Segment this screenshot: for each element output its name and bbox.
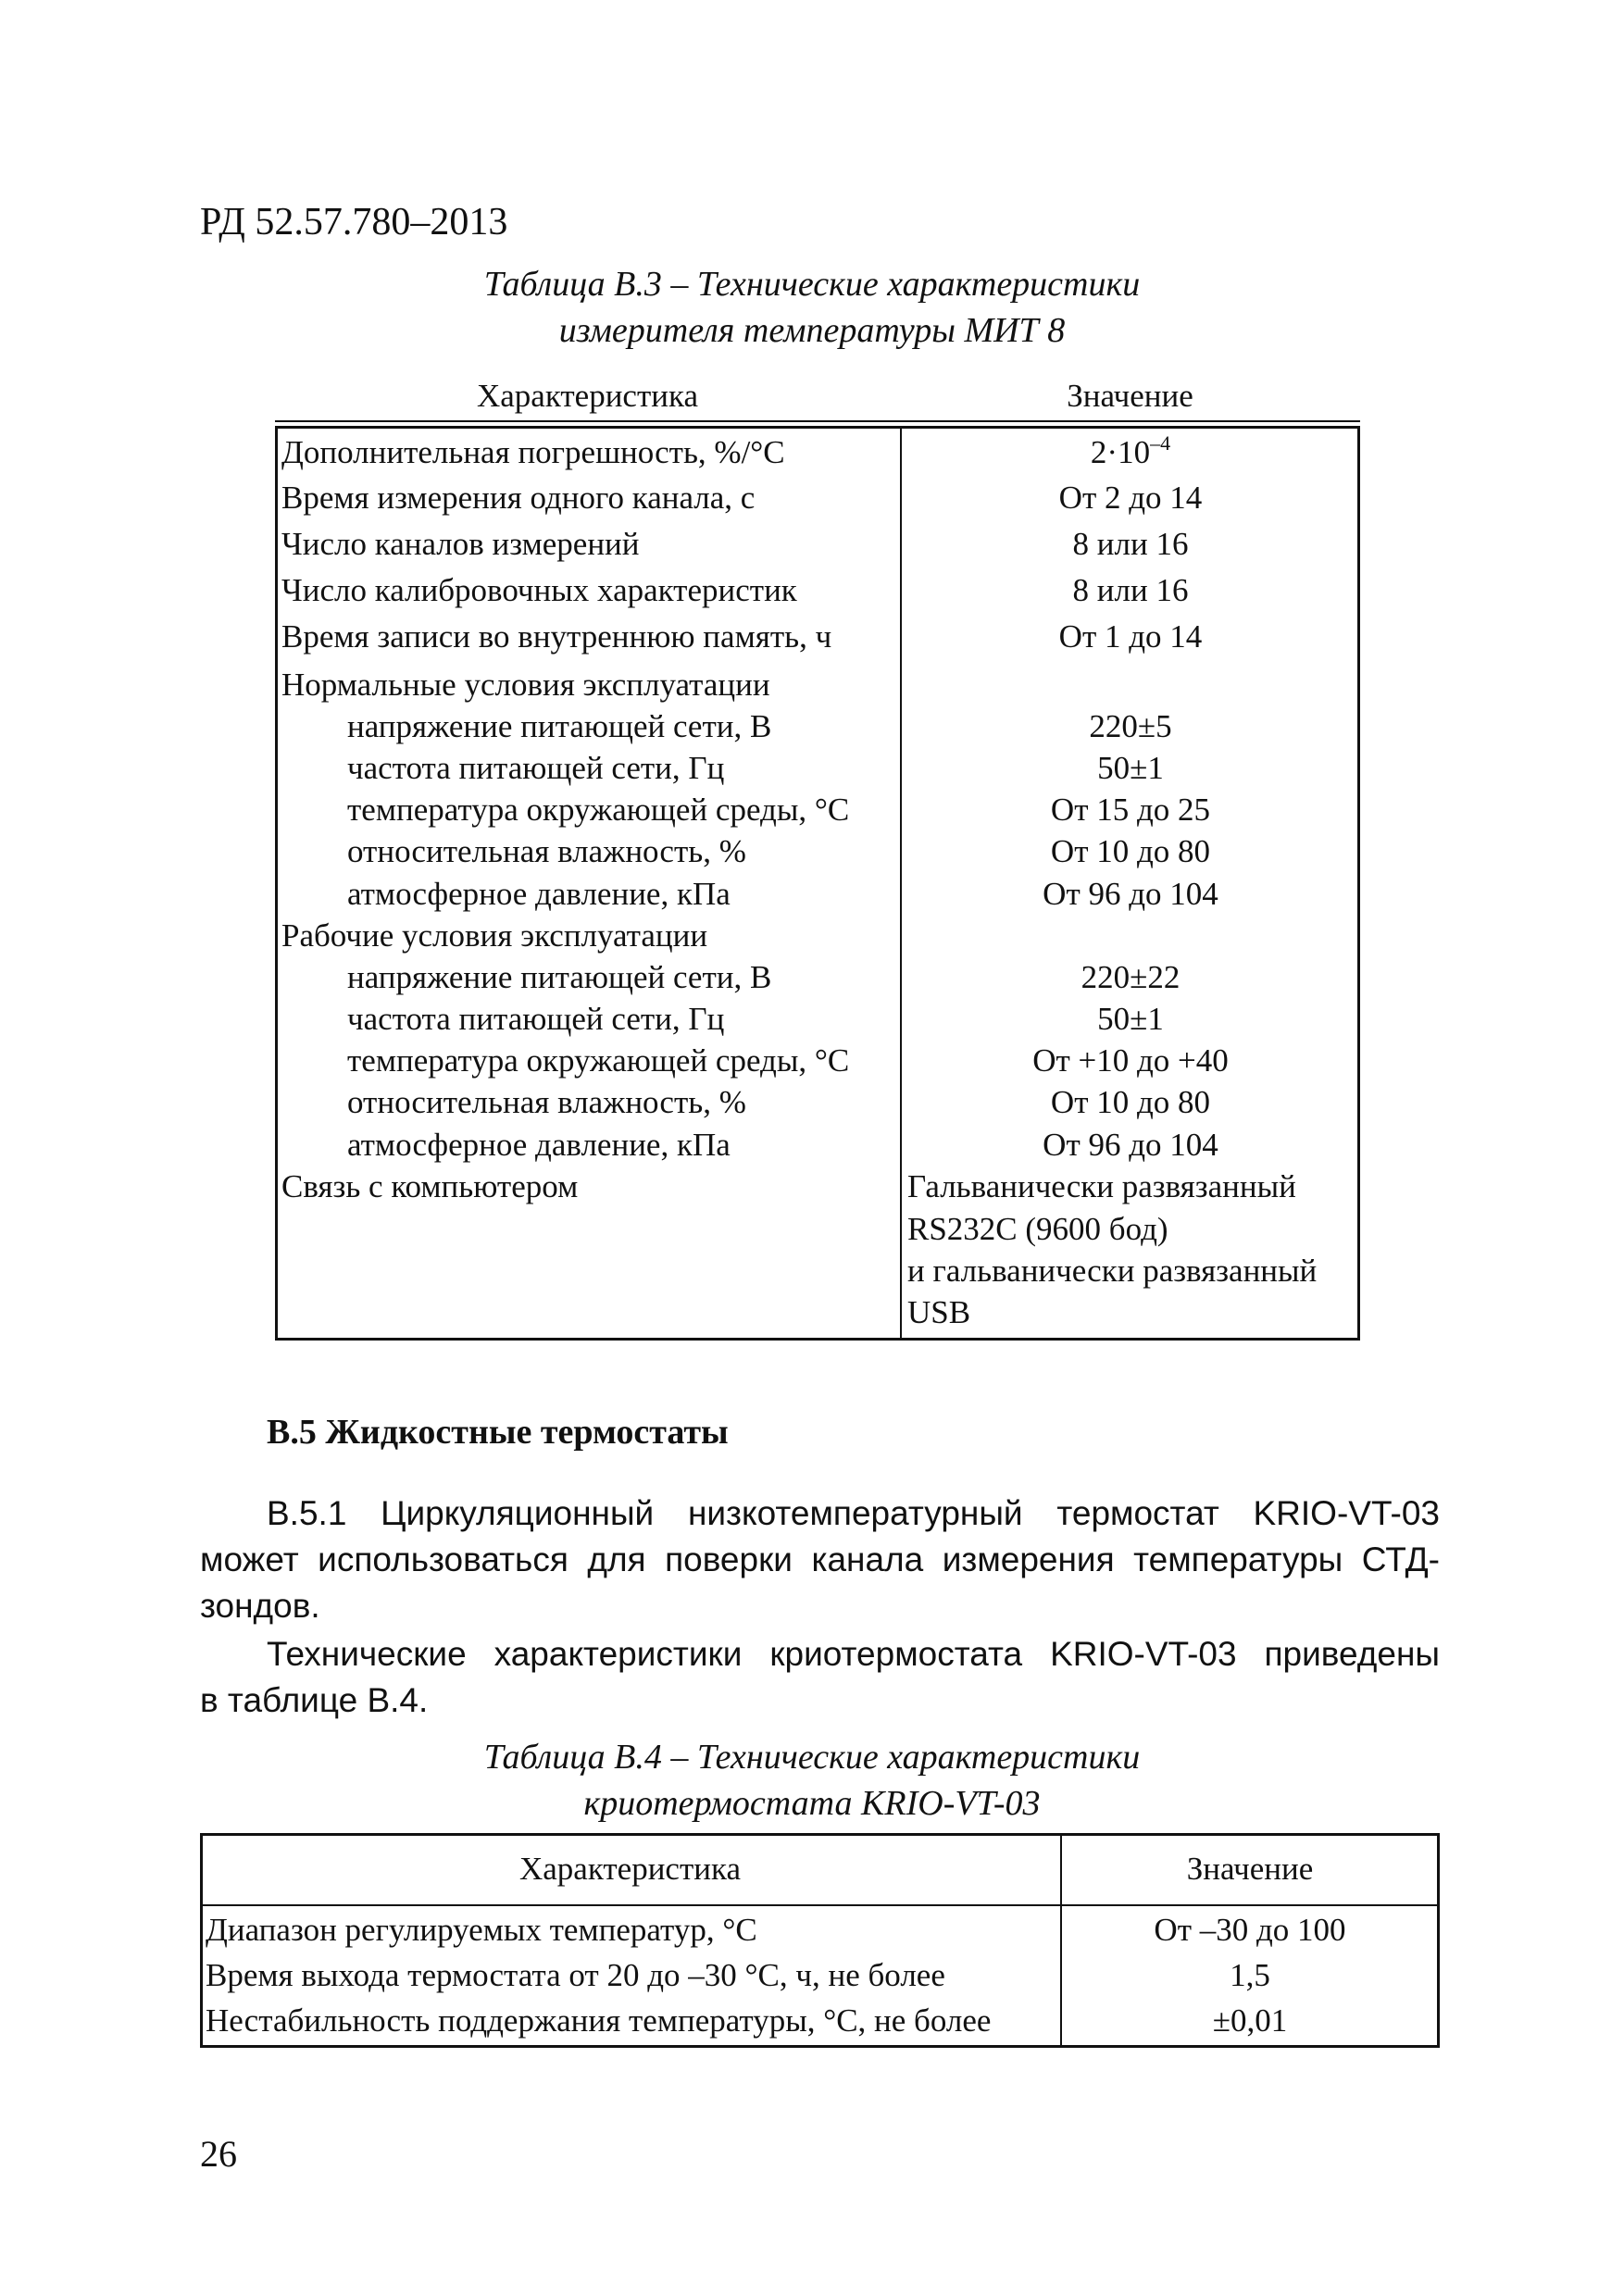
table-b3-row-15-value: От +10 до +40 xyxy=(1032,1042,1229,1079)
table-b3-row-12-char: Рабочие условия эксплуатации xyxy=(281,917,708,954)
table-b3-row-8-char: частота питающей сети, Гц xyxy=(347,750,725,786)
table-b3-row-13-value: 220±22 xyxy=(1081,959,1181,995)
table-b3-caption-line-1: Таблица В.3 – Технические характеристики xyxy=(483,265,1141,304)
table-b3-row-4-char: Число калибровочных характеристик xyxy=(281,572,797,608)
paragraph-1-line-1: В.5.1 Циркуляционный низкотемпературный термостат KRIO-VT-03 xyxy=(267,1494,1440,1532)
section-b5-heading: В.5 Жидкостные термостаты xyxy=(267,1413,729,1452)
table-b3-row-13-char: напряжение питающей сети, В xyxy=(347,959,772,995)
table-b3-caption xyxy=(200,261,1424,354)
table-b3-row-1-value: $2\cdot 10^{-4}$ xyxy=(1090,431,1171,470)
table-b3-row-11-char: атмосферное давление, кПа xyxy=(347,876,731,912)
paragraph-1-line-2: может использоваться для поверки канала измерения температуры СТД- xyxy=(200,1540,1440,1578)
table-b3-row-18-char: Связь с компьютером xyxy=(281,1168,579,1204)
table-b3-row-9-char: температура окружающей среды, °С xyxy=(347,792,850,828)
document-id: РД 52.57.780–2013 xyxy=(200,201,508,243)
table-b4-caption-line-1: Таблица В.4 – Технические характеристики xyxy=(483,1738,1141,1777)
paragraph-2-line-1: Технические характеристики криотермостата KRIO-VT-03 приведены xyxy=(267,1635,1440,1673)
table-b4-row-3-value: ±0,01 xyxy=(1212,2002,1288,2039)
table-b3-row-9-value: От 15 до 25 xyxy=(1050,792,1211,828)
table-b3-row-3-value: 8 или 16 xyxy=(1072,526,1189,562)
table-b4-row-1-char: Диапазон регулируемых температур, °С xyxy=(206,1912,757,1948)
table-b3-row-17-value: От 96 до 104 xyxy=(1043,1127,1218,1163)
table-b3-row-14-char: частота питающей сети, Гц xyxy=(347,1001,725,1037)
table-b3-row-6-char: Нормальные условия эксплуатации xyxy=(281,667,770,703)
section-b5-paragraph-1 xyxy=(200,1491,1440,1629)
table-b3-row-5-char: Время записи во внутреннюю память, ч xyxy=(281,618,832,655)
table-b3-row-18-value-line-3: и гальванически развязанный xyxy=(907,1253,1318,1289)
table-b3-column-divider xyxy=(900,426,902,1341)
table-b3-row-8-value: 50±1 xyxy=(1097,750,1164,786)
table-b4-caption xyxy=(200,1734,1424,1827)
table-b3-row-1-char: Дополнительная погрешность, %/°С xyxy=(281,434,785,470)
table-b3-caption-line-2: измерителя температуры МИТ 8 xyxy=(558,311,1066,350)
table-b3-row-15-char: температура окружающей среды, °С xyxy=(347,1042,850,1079)
paragraph-1-line-3: зондов. xyxy=(200,1587,320,1625)
table-b4-row-2-char: Время выхода термостата от 20 до –30 °С, ч, не более xyxy=(206,1957,945,1993)
table-b3-row-16-char: относительная влажность, % xyxy=(347,1084,746,1120)
table-b3-row-7-char: напряжение питающей сети, В xyxy=(347,708,772,744)
table-b3-row-2-value: От 2 до 14 xyxy=(1058,480,1203,516)
table-b4-header-value: Значение xyxy=(1186,1851,1314,1887)
table-b4-row-3-char: Нестабильность поддержания температуры, °С, не более xyxy=(206,2002,992,2039)
table-b3-row-1-exponent: –4 xyxy=(1150,431,1171,455)
section-b5-paragraph-2 xyxy=(200,1631,1440,1724)
table-b3-row-3-char: Число каналов измерений xyxy=(281,526,640,562)
paragraph-2-line-2: в таблице В.4. xyxy=(200,1681,429,1719)
table-b3-header-characteristic: Характеристика xyxy=(476,378,699,414)
page-number: 26 xyxy=(200,2133,237,2175)
table-b3-row-18-value-line-4: USB xyxy=(907,1294,971,1330)
table-b4-row-2-value: 1,5 xyxy=(1230,1957,1270,1993)
table-b3-row-10-char: относительная влажность, % xyxy=(347,833,746,869)
table-b3-row-18-value-line-2: RS232C (9600 бод) xyxy=(907,1211,1168,1247)
table-b4-caption-line-2: криотермостата KRIO-VT-03 xyxy=(583,1784,1041,1823)
table-b3-row-7-value: 220±5 xyxy=(1089,708,1172,744)
table-b3-row-16-value: От 10 до 80 xyxy=(1050,1084,1211,1120)
table-b3-header-value: Значение xyxy=(1067,378,1193,414)
table-b3-row-14-value: 50±1 xyxy=(1097,1001,1164,1037)
table-b3-row-17-char: атмосферное давление, кПа xyxy=(347,1127,731,1163)
table-b4-header-characteristic: Характеристика xyxy=(518,1851,742,1887)
table-b3-row-10-value: От 10 до 80 xyxy=(1050,833,1211,869)
table-b3-row-5-value: От 1 до 14 xyxy=(1058,618,1203,655)
table-b4-header-rule xyxy=(200,1904,1440,1906)
table-b3-row-2-char: Время измерения одного канала, с xyxy=(281,480,756,516)
table-b3-row-11-value: От 96 до 104 xyxy=(1043,876,1218,912)
table-b3-row-18-value-line-1: Гальванически развязанный xyxy=(907,1168,1296,1204)
table-b3-row-4-value: 8 или 16 xyxy=(1072,572,1189,608)
table-b4-row-1-value: От –30 до 100 xyxy=(1154,1912,1346,1948)
